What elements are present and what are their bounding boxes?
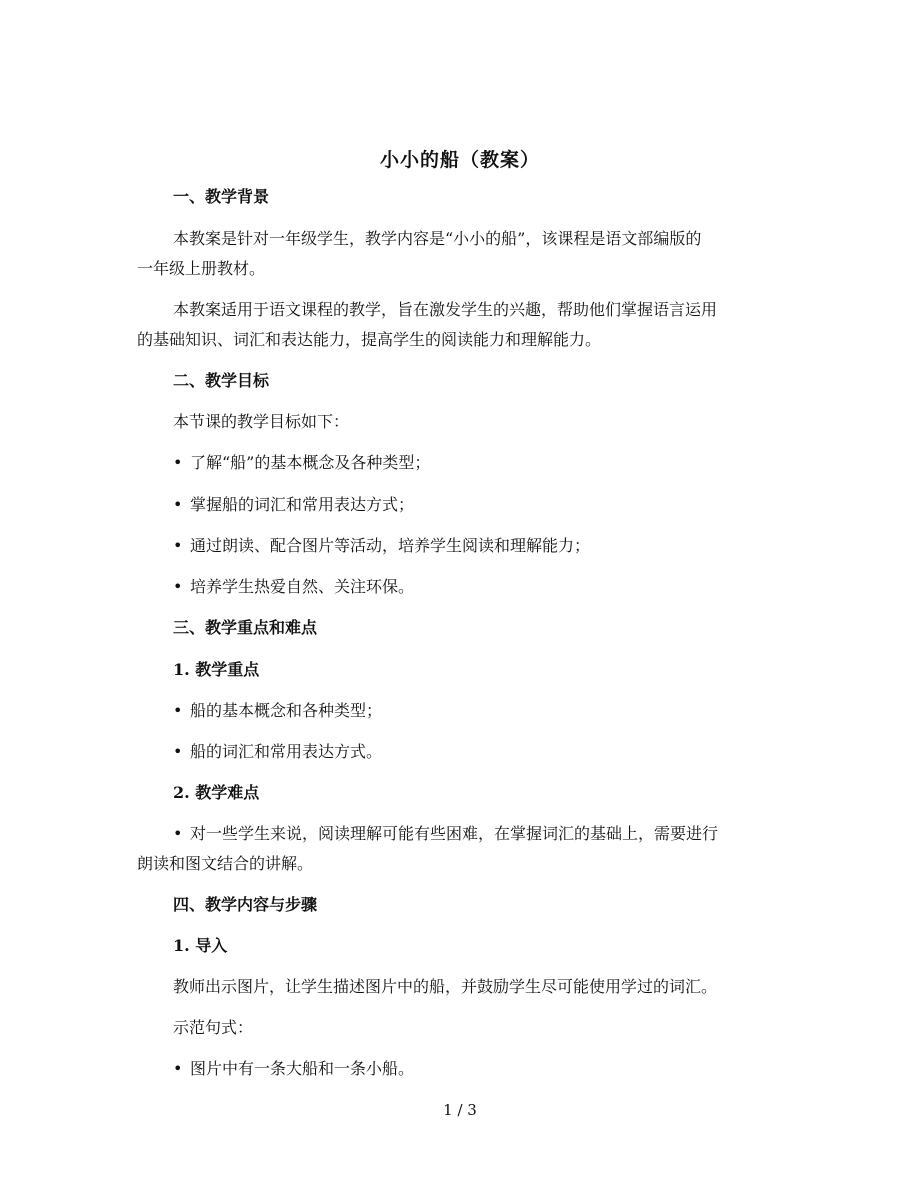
- subheading: 1. 教学重点: [173, 660, 260, 679]
- list-item-text: 培养学生热爱自然、关注环保。: [190, 577, 415, 596]
- bullet-icon: •: [173, 1059, 183, 1078]
- list-item: [173, 535, 590, 557]
- list-item: [173, 576, 414, 598]
- list-item-text: 对一些学生来说，阅读理解可能有些困难，在掌握词汇的基础上，需要进行: [190, 824, 719, 843]
- list-item-text: 通过朗读、配合图片等活动，培养学生阅读和理解能力；: [190, 536, 591, 555]
- list-item-text: 图片中有一条大船和一条小船。: [190, 1059, 415, 1078]
- paragraph-line: 的基础知识、词汇和表达能力，提高学生的阅读能力和理解能力。: [137, 330, 602, 349]
- list-item: [173, 452, 430, 474]
- paragraph-line: 本节课的教学目标如下：: [173, 412, 350, 431]
- bullet-icon: •: [173, 453, 183, 472]
- paragraph-line: 教师出示图片，让学生描述图片中的船，并鼓励学生尽可能使用学过的词汇。: [173, 977, 718, 996]
- bullet-icon: •: [173, 824, 183, 843]
- paragraph-line: 一年级上册教材。: [137, 259, 266, 278]
- list-item: [173, 1058, 414, 1080]
- list-item-text: 掌握船的词汇和常用表达方式；: [190, 495, 415, 514]
- bullet-icon: •: [173, 536, 183, 555]
- paragraph-line: 示范句式：: [173, 1018, 254, 1037]
- section-heading-key-points: 三、教学重点和难点: [173, 618, 318, 637]
- bullet-icon: •: [173, 742, 183, 761]
- list-item-text: 了解“船”的基本概念及各种类型；: [190, 453, 431, 472]
- paragraph-line: 朗读和图文结合的讲解。: [137, 854, 314, 873]
- paragraph-line: 本教案是针对一年级学生，教学内容是“小小的船”，该课程是语文部编版的: [173, 229, 702, 248]
- page-number: 1 / 3: [443, 1101, 477, 1119]
- section-heading-background: 一、教学背景: [173, 187, 270, 206]
- section-heading-content-steps: 四、教学内容与步骤: [173, 895, 318, 914]
- list-item-text: 船的词汇和常用表达方式。: [190, 742, 383, 761]
- bullet-icon: •: [173, 701, 183, 720]
- subheading: 1. 导入: [173, 936, 228, 955]
- list-item: [173, 823, 718, 845]
- paragraph-line: 本教案适用于语文课程的教学，旨在激发学生的兴趣，帮助他们掌握语言运用: [173, 300, 718, 319]
- subheading: 2. 教学难点: [173, 783, 260, 802]
- document-title: 小小的船（教案）: [379, 149, 540, 171]
- list-item: [173, 494, 414, 516]
- list-item-text: 船的基本概念和各种类型；: [190, 701, 383, 720]
- bullet-icon: •: [173, 577, 183, 596]
- list-item: [173, 741, 382, 763]
- bullet-icon: •: [173, 495, 183, 514]
- section-heading-objectives: 二、教学目标: [173, 371, 270, 390]
- list-item: [173, 700, 382, 722]
